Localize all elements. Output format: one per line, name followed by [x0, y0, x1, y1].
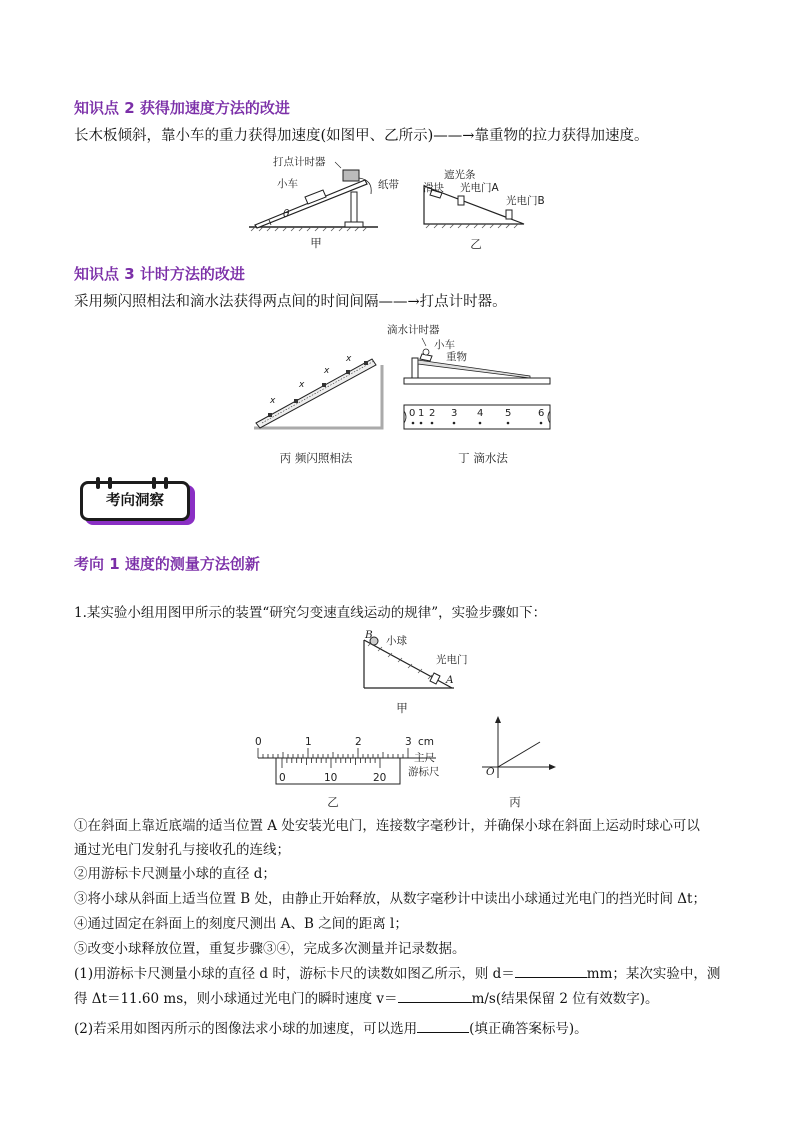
jia-cart-label: 小车: [277, 178, 298, 190]
part1-text-c: 得 Δt＝11.60 ms，则小球通过光电门的瞬时速度 v＝: [74, 991, 398, 1007]
q1-point-b-label: B: [365, 629, 373, 641]
part1-text-b: mm；某次实验中，测: [586, 966, 721, 982]
ding-mark-5: 5: [505, 408, 512, 419]
figure-ding-drip: [400, 330, 555, 435]
vernier-sub-tick-10: 10: [324, 772, 338, 784]
q1-point-a-label: A: [446, 674, 454, 686]
binder-ring-icon: [164, 477, 168, 489]
step-1-line-1: ①在斜面上靠近底端的适当位置 A 处安装光电门，连接数字毫秒计，并确保小球在斜面上运动时球心可以: [74, 818, 700, 834]
jia-theta-label: θ: [283, 208, 290, 220]
part1-text-a: (1)用游标卡尺测量小球的直径 d 时，游标卡尺的读数如图乙所示，则 d＝: [74, 966, 515, 982]
step-5: ⑤改变小球释放位置，重复步骤③④，完成多次测量并记录数据。: [74, 941, 466, 957]
bing-x-label-4: x: [346, 354, 352, 364]
yi-gate-a-label: 光电门A: [460, 182, 499, 194]
yi-slider-label: 滑块: [423, 182, 444, 194]
ding-mark-2: 2: [429, 408, 436, 419]
part1-line-1: [74, 963, 720, 984]
vernier-sub-tick-20: 20: [373, 772, 387, 784]
graph-origin-label: O: [486, 766, 495, 778]
kp3-title: 知识点 3 计时方法的改进: [74, 265, 245, 283]
ding-weight-label: 重物: [446, 351, 467, 363]
vernier-main-tick-2: 2: [355, 736, 362, 748]
kp2-title: 知识点 2 获得加速度方法的改进: [74, 99, 290, 117]
vernier-sub-label: 游标尺: [408, 766, 440, 778]
section-badge: [80, 477, 192, 519]
kp2-body: 长木板倾斜，靠小车的重力获得加速度(如图甲、乙所示)——→靠重物的拉力获得加速度。: [74, 128, 649, 144]
kp3-caption-ding: 丁 滴水法: [458, 451, 508, 465]
bing-x-label-3: x: [324, 366, 330, 376]
ding-mark-0: 0: [409, 408, 416, 419]
vernier-unit: cm: [418, 736, 435, 748]
binder-ring-icon: [108, 477, 112, 489]
badge-label: 考向洞察: [106, 493, 164, 509]
step-1-line-2: 通过光电门发射孔与接收孔的连线；: [74, 842, 290, 858]
bing-x-label-2: x: [299, 380, 305, 390]
vernier-main-tick-0: 0: [255, 736, 262, 748]
kp3-body: 采用频闪照相法和滴水法获得两点间的时间间隔——→打点计时器。: [74, 294, 507, 310]
answer-blank-choice[interactable]: [417, 1018, 469, 1033]
ding-drip-label: 滴水计时器: [387, 324, 440, 336]
bing-x-label-1: x: [270, 396, 276, 406]
figure-bing-strobe: [250, 353, 390, 433]
part2-text-b: (填正确答案标号)。: [469, 1021, 588, 1037]
yi-strip-label: 遮光条: [444, 169, 476, 181]
jia-tape-label: 纸带: [378, 179, 399, 191]
jia-timer-label: 打点计时器: [273, 156, 326, 168]
vernier-main-label: 主尺: [414, 752, 435, 764]
ding-mark-1: 1: [418, 408, 425, 419]
vernier-sub-tick-0: 0: [279, 772, 286, 784]
figure-jia-tilted-board: [243, 152, 413, 232]
kp2-caption-yi: 乙: [470, 237, 482, 251]
ding-mark-3: 3: [451, 408, 458, 419]
question1-stem: 1.某实验小组用图甲所示的装置“研究匀变速直线运动的规律”，实验步骤如下：: [74, 605, 547, 621]
answer-blank-v[interactable]: [398, 988, 472, 1003]
ding-mark-6: 6: [538, 408, 545, 419]
kp2-caption-jia: 甲: [310, 236, 322, 250]
q1-caption-jia: 甲: [396, 701, 408, 715]
step-3: ③将小球从斜面上适当位置 B 处，由静止开始释放，从数字毫秒计中读出小球通过光电门的挡光时间 Δt；: [74, 891, 706, 907]
kp3-caption-bing: 丙 频闪照相法: [279, 451, 353, 465]
ding-cart-label: 小车: [434, 339, 455, 351]
binder-ring-icon: [96, 477, 100, 489]
binder-ring-icon: [152, 477, 156, 489]
part2-line: [74, 1018, 588, 1039]
step-2: ②用游标卡尺测量小球的直径 d；: [74, 866, 276, 882]
q1-caption-bing: 丙: [509, 795, 521, 809]
q1-ball-label: 小球: [386, 635, 407, 647]
part1-text-d: m/s(结果保留 2 位有效数字)。: [471, 991, 659, 1007]
part1-line-2: [74, 988, 659, 1009]
step-4: ④通过固定在斜面上的刻度尺测出 A、B 之间的距离 l；: [74, 916, 408, 932]
vernier-main-tick-3: 3: [405, 736, 412, 748]
vernier-main-tick-1: 1: [305, 736, 312, 748]
part2-text-a: (2)若采用如图丙所示的图像法求小球的加速度，可以选用: [74, 1021, 418, 1037]
ding-mark-4: 4: [477, 408, 484, 419]
direction1-title: 考向 1 速度的测量方法创新: [74, 555, 260, 573]
q1-caption-yi: 乙: [327, 795, 339, 809]
yi-gate-b-label: 光电门B: [506, 195, 545, 207]
q1-gate-label: 光电门: [436, 654, 468, 666]
answer-blank-d[interactable]: [515, 963, 587, 978]
